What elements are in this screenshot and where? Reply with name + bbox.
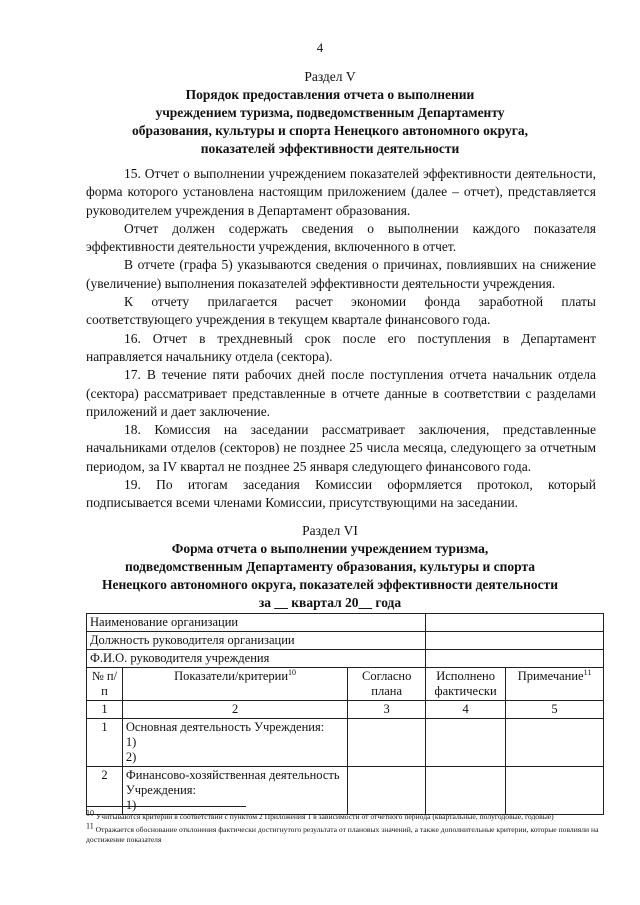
info-row [87,632,604,650]
paragraph: 16. Отчет в трехдневный срок после его поступления в Департамент направляется начальнику отдела (сектора). [86,330,596,364]
footnote-text: Учитываются критерии в соответствии с пунктом 2 Приложения 1 в зависимости от отчетного периода (квартальные, полугодовые, годовые) [95,812,554,821]
paragraph: В отчете (графа 5) указываются сведения о причинах, повлиявших на снижение (увеличение) выполнения показателей эффективности деятельности учреждения. [86,257,596,291]
footnote [86,821,601,845]
header-note [506,668,604,701]
row-number: 2 [87,767,123,815]
footnote-ref: 10 [288,667,297,677]
header-criteria [122,668,347,701]
header-note-label: Примечание [517,669,584,683]
row-item: 1) [125,735,137,749]
section-5-body [86,165,596,513]
info-label: Должность руководителя организации [87,632,426,650]
note-cell [506,767,604,815]
row-criteria-text: Финансово-хозяйственная деятельность Учреждения: [125,768,340,797]
section-5-title-line: Порядок предоставления отчета о выполнении [185,87,475,102]
header-row [87,668,604,701]
row-number: 1 [87,719,123,767]
footnote-ref: 11 [583,667,592,677]
paragraph: 17. В течение пяти рабочих дней после поступления отчета начальник отдела (сектора) рассматривает представленные в отчете данные в соответствии с разделами приложений и дает заключение. [86,367,596,419]
info-value [426,614,604,632]
col-number: 1 [87,701,123,719]
plan-cell [348,767,426,815]
section-5-title-line: учреждением туризма, подведомственным Департаменту [155,105,505,120]
header-criteria-label: Показатели/критерии [174,669,289,683]
section-6-title-line: за __ квартал 20__ года [258,595,402,610]
paragraph: Отчет должен содержать сведения о выполнении каждого показателя эффективности деятельности учреждения, включенного в отчет. [86,220,596,255]
col-number: 4 [426,701,506,719]
footnote-divider [86,806,246,807]
section-6-heading: Раздел VI [302,523,358,538]
fact-cell [426,767,506,815]
section-6-title-line: Ненецкого автономного округа, показателей эффективности деятельности [102,577,558,592]
plan-cell [348,719,426,767]
page-number: 4 [316,40,324,55]
footnote-text: Отражается обоснование отклонения фактически достигнутого результата от плановых значений, а также дополнительные критерии, которые повлияли на достижение показателя [86,825,599,844]
header-fact: Исполнено фактически [426,668,506,701]
footnote-mark: 10 [86,808,94,818]
paragraph: 19. По итогам заседания Комиссии оформляется протокол, который подписывается всеми членами Комиссии, присутствующими на заседании. [86,477,596,511]
column-number-row [87,701,604,719]
footnote-mark: 11 [86,821,94,831]
info-label: Наименование организации [87,614,426,632]
section-5-heading: Раздел V [304,69,356,84]
col-number: 2 [122,701,347,719]
row-criteria-text: Основная деятельность Учреждения: [125,720,325,734]
info-value [426,632,604,650]
table-row [87,767,604,815]
info-value [426,650,604,668]
table-row [87,719,604,767]
info-row [87,614,604,632]
info-row [87,650,604,668]
header-num: № п/п [87,668,123,701]
header-plan: Согласно плана [348,668,426,701]
section-5-title-line: показателей эффективности деятельности [200,141,460,156]
paragraph: К отчету прилагается расчет экономии фонда заработной платы соответствующего учреждения в текущем квартале финансового года. [86,294,596,328]
row-criteria [122,767,347,815]
paragraph: 18. Комиссия на заседании рассматривает заключения, представленные начальниками отделов (секторов) не позднее 25 числа месяца, следующего за отчетным периодом, за IV квартал не позднее 25 января следующего финансового года. [86,422,596,474]
row-item: 1) [125,798,137,812]
note-cell [506,719,604,767]
paragraph: 15. Отчет о выполнении учреждением показателей эффективности деятельности, форма которого установлена настоящим приложением (далее – отчет), представляется руководителем учреждения в Департамент образования. [86,166,596,218]
fact-cell [426,719,506,767]
section-6-title-line: Форма отчета о выполнении учреждением туризма, [171,541,489,556]
row-criteria [122,719,347,767]
section-5-title-line: образования, культуры и спорта Ненецкого автономного округа, [132,123,528,138]
section-6-title-line: подведомственным Департаменту образования, культуры и спорта [124,559,536,574]
info-label: Ф.И.О. руководителя учреждения [87,650,426,668]
footnotes [86,808,601,848]
section-6-title [60,540,600,612]
footnote [86,808,601,822]
col-number: 3 [348,701,426,719]
col-number: 5 [506,701,604,719]
row-item: 2) [125,750,137,764]
section-5-title [60,86,600,158]
